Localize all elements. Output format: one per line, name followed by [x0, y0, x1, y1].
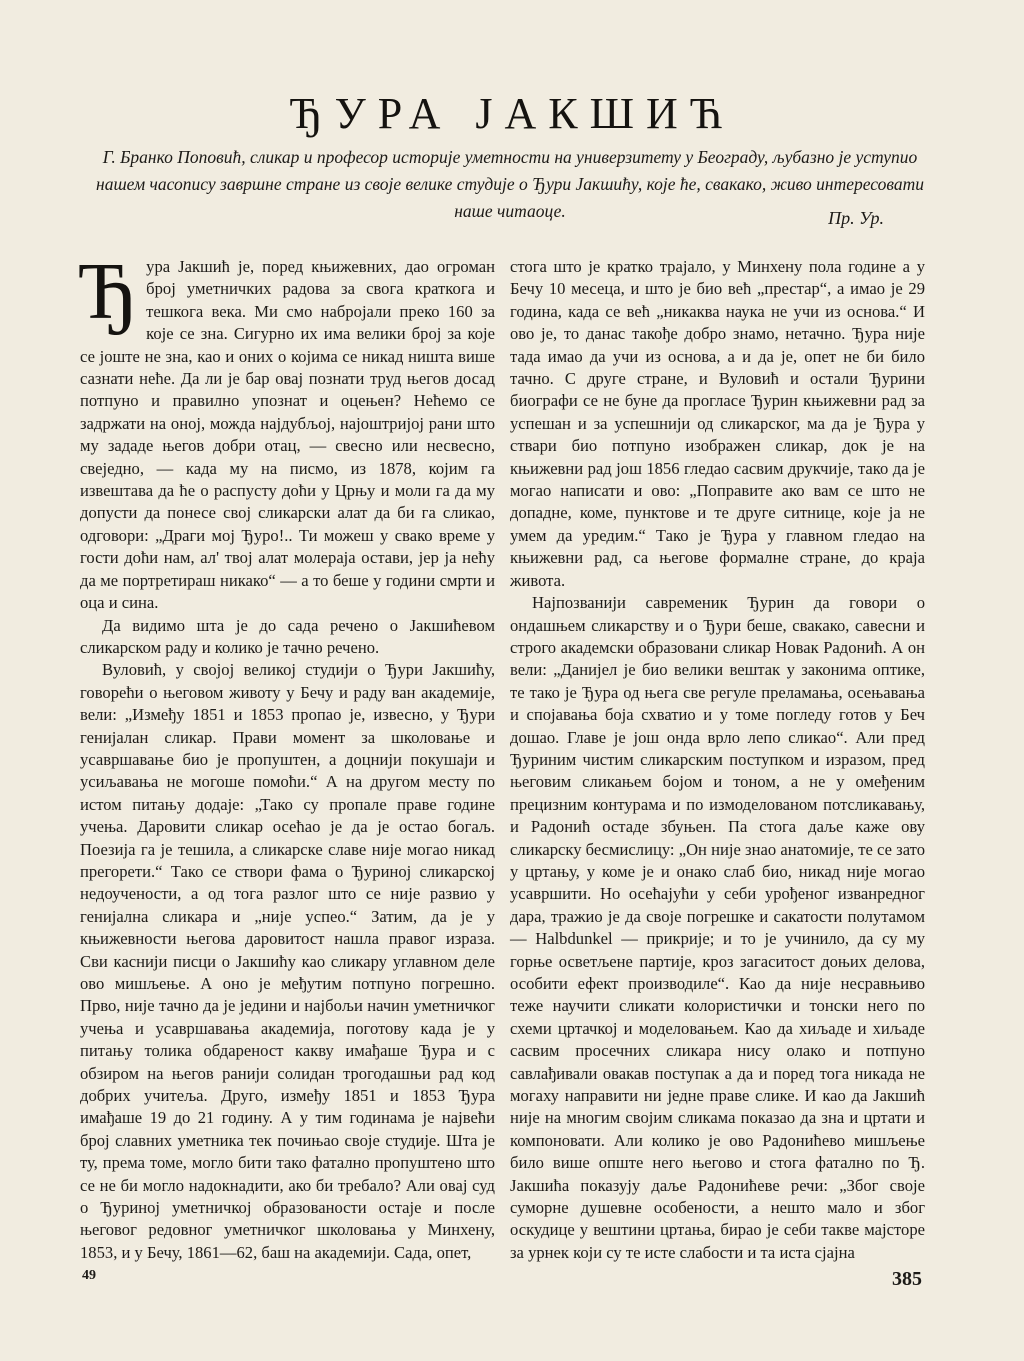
paragraph: Вуловић, у својој великој студији о Ђури Јакшићу, говорећи о његовом животу у Бечу и раду ван академије, вели: „Између 1851 и 1853 пропао је, извесно, у Ђури генијалан сликар. Прави момент за школовање и усавршавање био је пропуштен, а доцнији покушаји и усиљавања не могоше помоћи.“ А на другом месту по истом питању додаје: „Тако су пропале праве године учења. Даровити сликар осећао је да је остао богаљ. Поезија га је тешила, а сликарске славе није могао никад прегорети.“ Тако се створи фама о Ђуриној сликарској недоучености, а од тога разлог што се није развио у генијална сликара и „није успео.“ Затим, да је у књижевности његова даровитост нашла правог израза. Сви каснији писци о Јакшићу као сликару углавном деле ово мишљење. А оно је међутим потпуно погрешно. Прво, није тачно да је једини и најбољи начин уметничког учења и усавршавања академија, поготову када је у питању толика обдареност какву имађаше Ђура и с обзиром на његов ранији солидан трогодашњи рад код добрих учитеља. Друго, између 1851 и 1853 Ђура имађаше 19 до 21 годину. А у тим годинама је највећи број славних уметника тек почињао своје студије. Шта је ту, према томе, могло бити тако фатално пропуштено што се не би могло надокнадити, ако би требало? Али овај суд о Ђуриној уметничкој образованости остаје и после његовог редовног уметничког школовања у Минхену, 1853, и у Бечу, 1861—62, баш на академији. Сада, опет, [80, 660, 495, 1262]
left-text-column [78, 248, 495, 1264]
right-text-column [510, 256, 925, 1264]
paragraph: Да видимо шта је до сада речено о Јакшићевом сликарском раду и колико је тачно речено. [80, 615, 495, 657]
article-title: ЂУРА ЈАКШИЋ [289, 89, 735, 138]
paragraph [78, 248, 495, 615]
paragraph-text: ура Јакшић је, поред књижевних, дао огроман број уметничких радова за свога краткога и тешкога века. Ми смо набројали преко 160 за које се зна. Сигурно их има велики број за које се јоште не зна, као и оних о којима се никад ништа више сазнати неће. Да ли је бар овај познати труд његов досад потпуно и правилно упознат и оцењен? Нећемо се задржати на оној, можда најдубљој, најоштријој рани што му зададе његов добри отац, — свесно или несвесно, свеједно, — када му на писмо, из 1878, којим га извештава да ће о распусту доћи у Црњу и моли га да му допусти да понесе свој сликарски алат да би га сликао, одговори: „Драги мој Ђуро!.. Ти можеш у свако време у гости доћи нам, ал' твој алат молераја остави, јер ја нећу да ме портретираш никако“ — а то беше у години смрти и оца и сина. [80, 257, 495, 613]
editorial-signature: Пр. Ур. [828, 208, 884, 228]
paragraph: Најпозванији савременик Ђурин да говори о ондашњем сликарству и о Ђури беше, свакако, савесни и строго академски образовани сликар Новак Радонић. А он вели: „Данијел је био велики вештак у законима оптике, те тако је Ђура од њега све регуле преламања, осењавања и спојавања боја схватио и у томе погледу готов у Беч дошао. Главе је још онда врло лепо сликао“. Али пред Ђуриним чистим сликарским поступком и изразом, пред његовим сликањем бојом и тоном, а не у омеђеним прецизним контурама и по измоделованом потсликавању, и Радонић остаде збуњен. Па стога даље каже ову сликарску бесмислицу: „Он није знао анатомије, те се зато у цртању, у коме је и онако слаб био, никад није могао усавршити. Но осећајући у себи урођеног изванредног дара, тражио је да своје погрешке и сакатости полутамом — Halbdunkel — прикрије; и то је учинило, да су му горње осветљене партије, кроз загаситост доњих делова, особити ефект производиле“. Као да није несравњиво теже научити сликати колористички и тонски него по схеми цртачкој и моделовањем. Као да хиљаде и хиљаде сасвим просечних сликара нису олако и потпуно савлађивали овакав поступак а да и поред тога никада не могаху направити ни једне праве слике. И као да Јакшић није на многим својим сликама показао да зна и цртати и компоновати. Али колико је ово Радонићево мишљење било више опште него његово и стога фатално по Ђ. Јакшића показују даље Радонићеве речи: „Због своје суморне душевне особености, а нешто мало и због оскудице у вештини цртања, бирао је себи такве мајсторе за урнек који су те исте слабости и та иста сјајна [510, 593, 925, 1262]
signature-mark: 49 [82, 1268, 96, 1283]
drop-cap: Ђ [78, 248, 139, 336]
paragraph: стога што је кратко трајало, у Минхену пола године а у Бечу 10 месеца, и што је био већ „престар“, а имао је 29 година, када се већ „никаква наука не учи из основа.“ И ово је, то данас такође добро знамо, нетачно. Ђура није тада имао да учи из основа, а и да је, опет не би било тачно. С друге стране, и Вуловић и остали Ђурини биографи се не буне да прогласе Ђурин књижевни рад за успешан и за успешнији од сликарског, ма да је Ђура у ствари био потпуно изображен сликар, док је на књижевни рад још 1856 гледао сасвим друкчије, тако да је могао написати и ово: „Поправите ако вам се што не допадне, коме, пунктове и те друге ситнице, које ја не умем да уредим.“ Тако је Ђура у главном гледао на књижевни рад, са његове формалне стране, до краја живота. [510, 257, 925, 590]
editorial-introduction: Г. Бранко Поповић, сликар и професор историје уметности на универзитету у Београду, љубазно је уступио нашем часопису завршне стране из своје велике студије о Ђури Јакшићу, које ће, свакако, живо интересовати наше читаоце. [96, 147, 924, 221]
page-number: 385 [892, 1268, 922, 1290]
